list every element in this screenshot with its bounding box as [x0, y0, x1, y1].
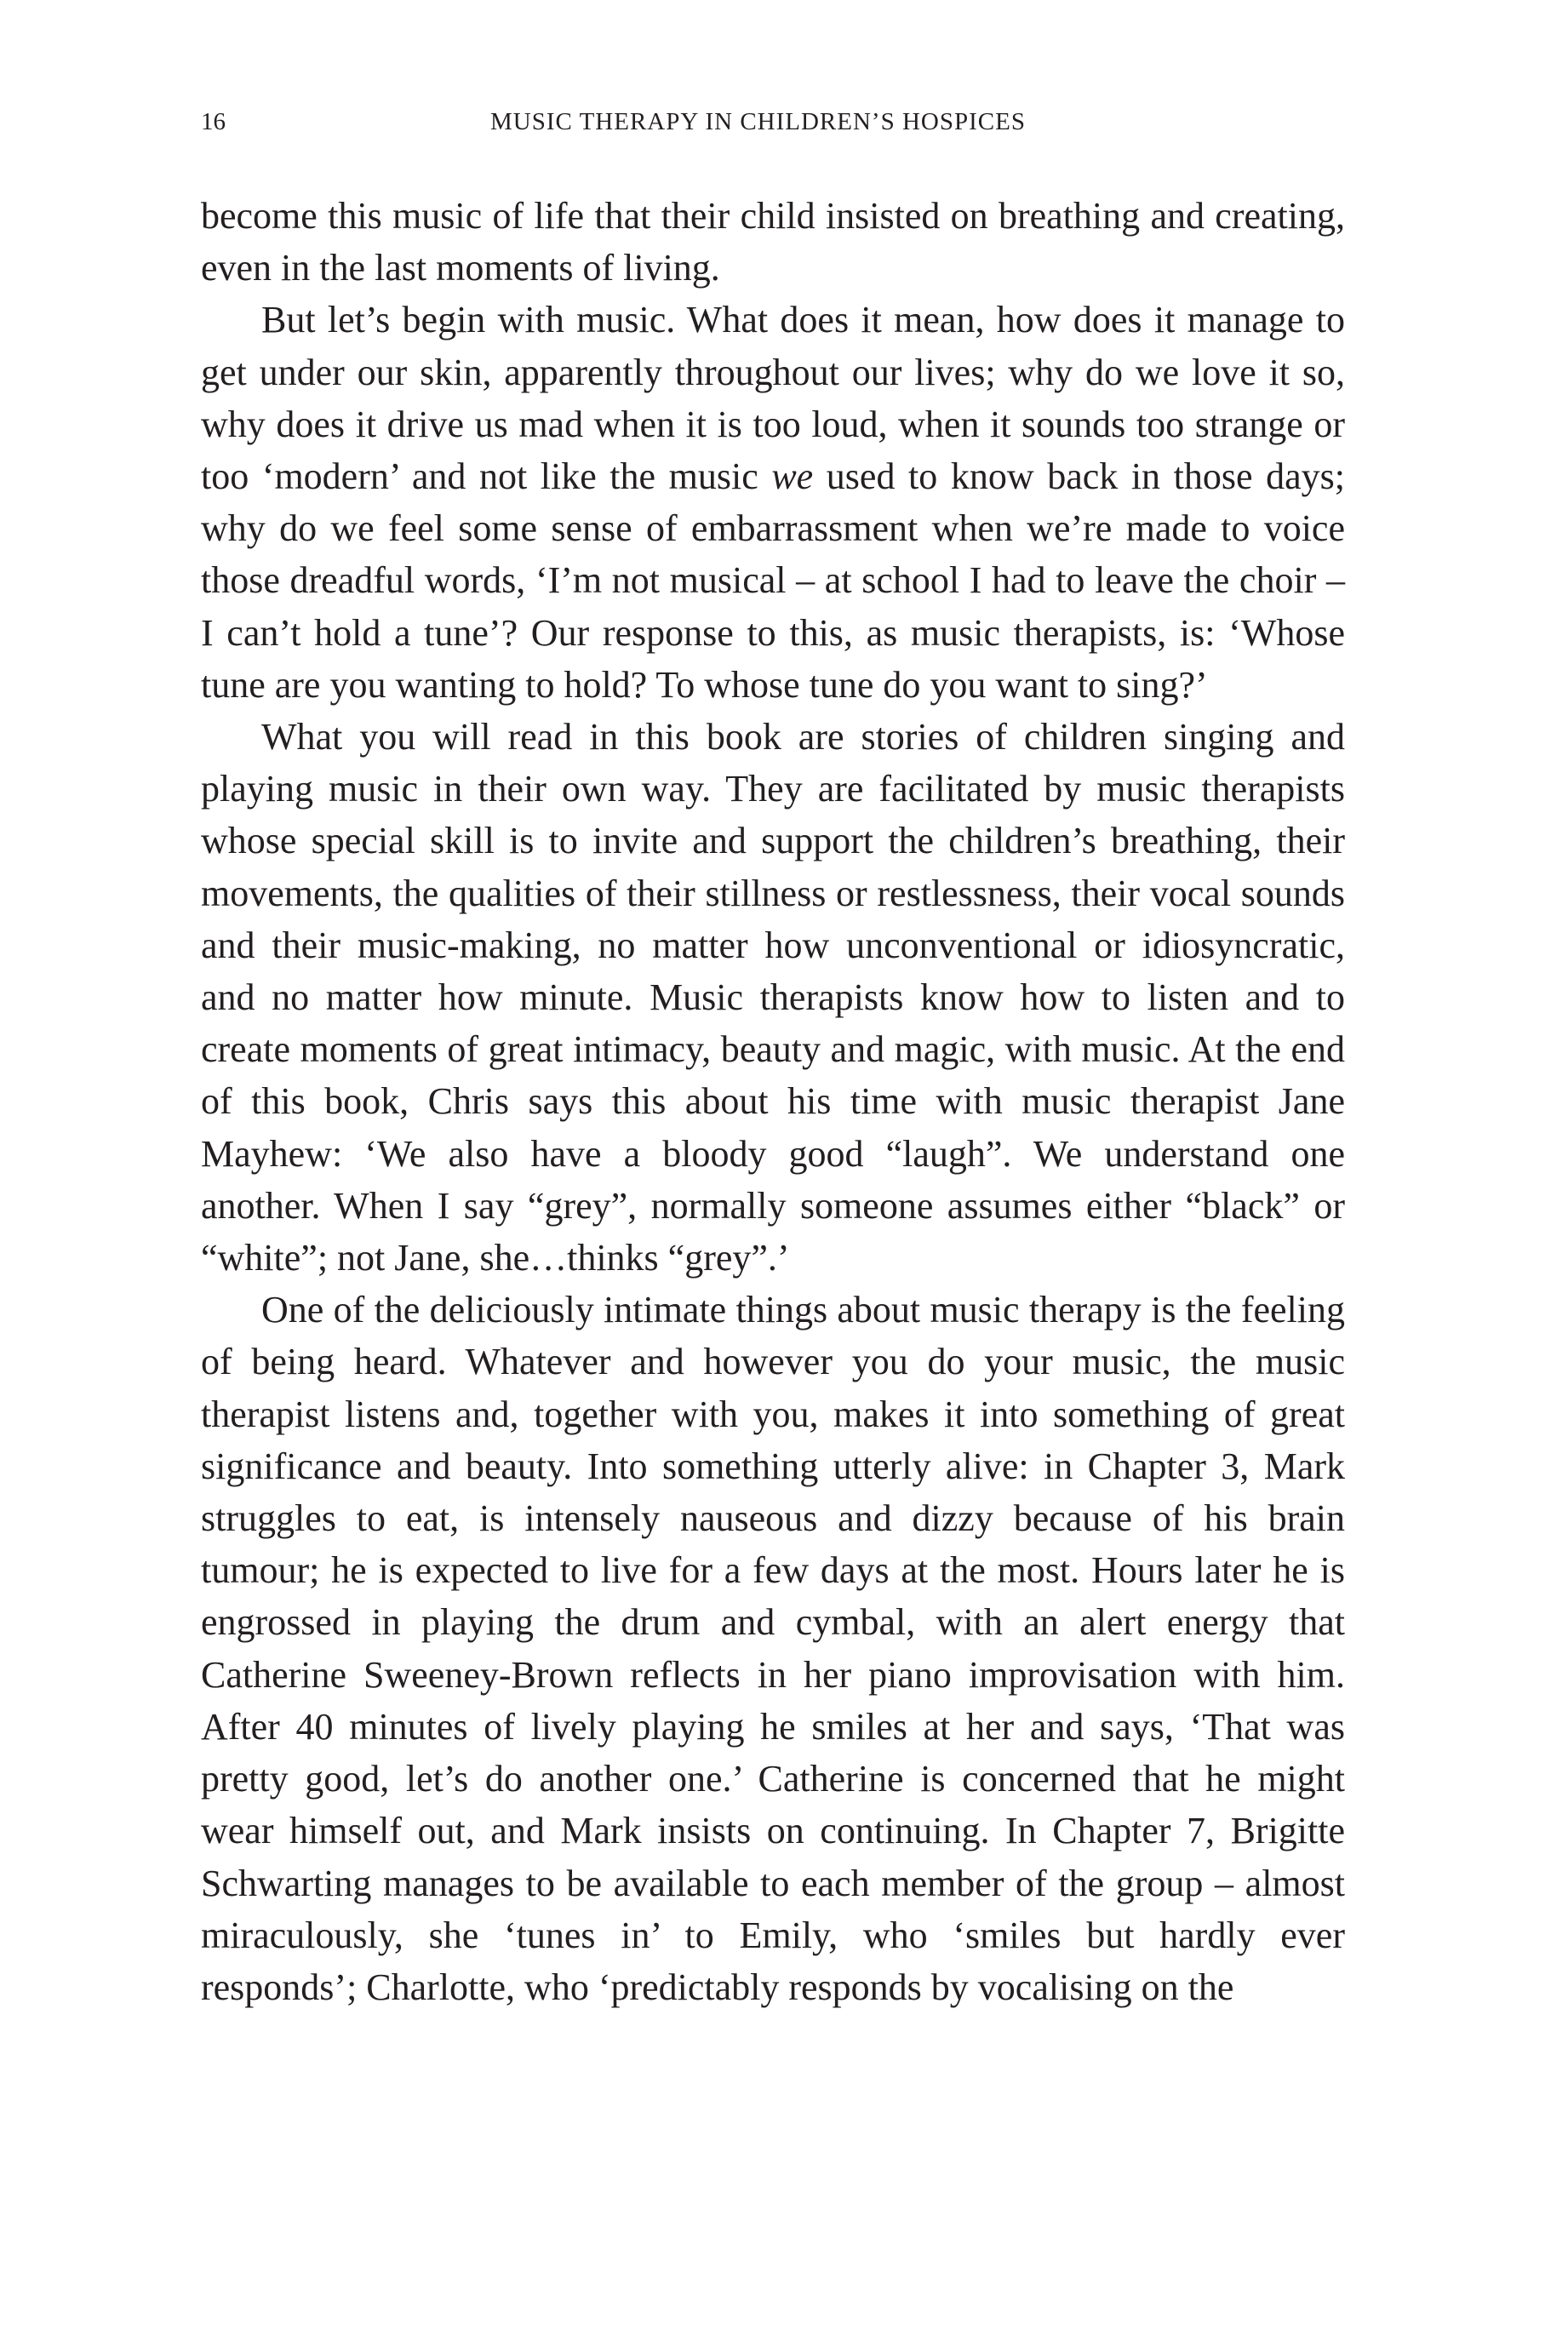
running-head	[201, 100, 1347, 143]
paragraph-2-text-end: used to know back in those days; why do we feel some sense of embarrassment when we’re made to voice those dreadful words, ‘I’m not musical – at school I had to leave the choir – I can’t hold a tune’? Our response to this, as music therapists, is: ‘Whose tune are you wanting to hold? To whose tune do you want to sing?’	[201, 455, 1345, 706]
paragraph-1-text: become this music of life that their child insisted on breathing and creating, even in the last moments of living.	[201, 195, 1345, 289]
paragraph-1	[201, 190, 1345, 294]
paragraph-4	[201, 1284, 1345, 2013]
paragraph-2	[201, 294, 1345, 711]
paragraph-4-text: One of the deliciously intimate things about music therapy is the feeling of being heard. Whatever and however you do your music, the music therapist listens and, together with you, makes it into something of great significance and beauty. Into something utterly alive: in Chapter 3, Mark struggles to eat, is intensely nauseous and dizzy because of his brain tumour; he is expected to live for a few days at the most. Hours later he is engrossed in playing the drum and cymbal, with an alert energy that Catherine Sweeney-Brown reflects in her piano improvisation with him. After 40 minutes of lively playing he smiles at her and says, ‘That was pretty good, let’s do another one.’ Catherine is concerned that he might wear himself out, and Mark insists on continuing. In Chapter 7, Brigitte Schwarting manages to be available to each member of the group – almost miraculously, she ‘tunes in’ to Emily, who ‘smiles but hardly ever responds’; Charlotte, who ‘predictably responds by vocalising on the	[201, 1289, 1345, 2008]
paragraph-3-text: What you will read in this book are stories of children singing and playing music in their own way. They are facilitated by music therapists whose special skill is to invite and support the children’s breathing, their movements, the qualities of their stillness or restlessness, their vocal sounds and their music-making, no matter how unconventional or idiosyncratic, and no matter how minute. Music therapists know how to listen and to create moments of great intimacy, beauty and magic, with music. At the end of this book, Chris says this about his time with music therapist Jane Mayhew: ‘We also have a bloody good “laugh”. We understand one another. When I say “grey”, normally someone assumes either “black” or “white”; not Jane, she…thinks “grey”.’	[201, 716, 1345, 1279]
paragraph-3	[201, 711, 1345, 1284]
body-text	[201, 190, 1345, 2013]
paragraph-2-emphasis: we	[771, 455, 814, 498]
running-title: MUSIC THERAPY IN CHILDREN’S HOSPICES	[490, 108, 1026, 135]
page-number: 16	[201, 108, 226, 135]
paragraph-2-text-start: But let’s begin with music. What does it mean, how does it manage to get under our skin, apparently throughout our lives; why do we love it so, why does it drive us mad when it is too loud, when it sounds too strange or too ‘modern’ and not like the music	[201, 299, 1345, 498]
